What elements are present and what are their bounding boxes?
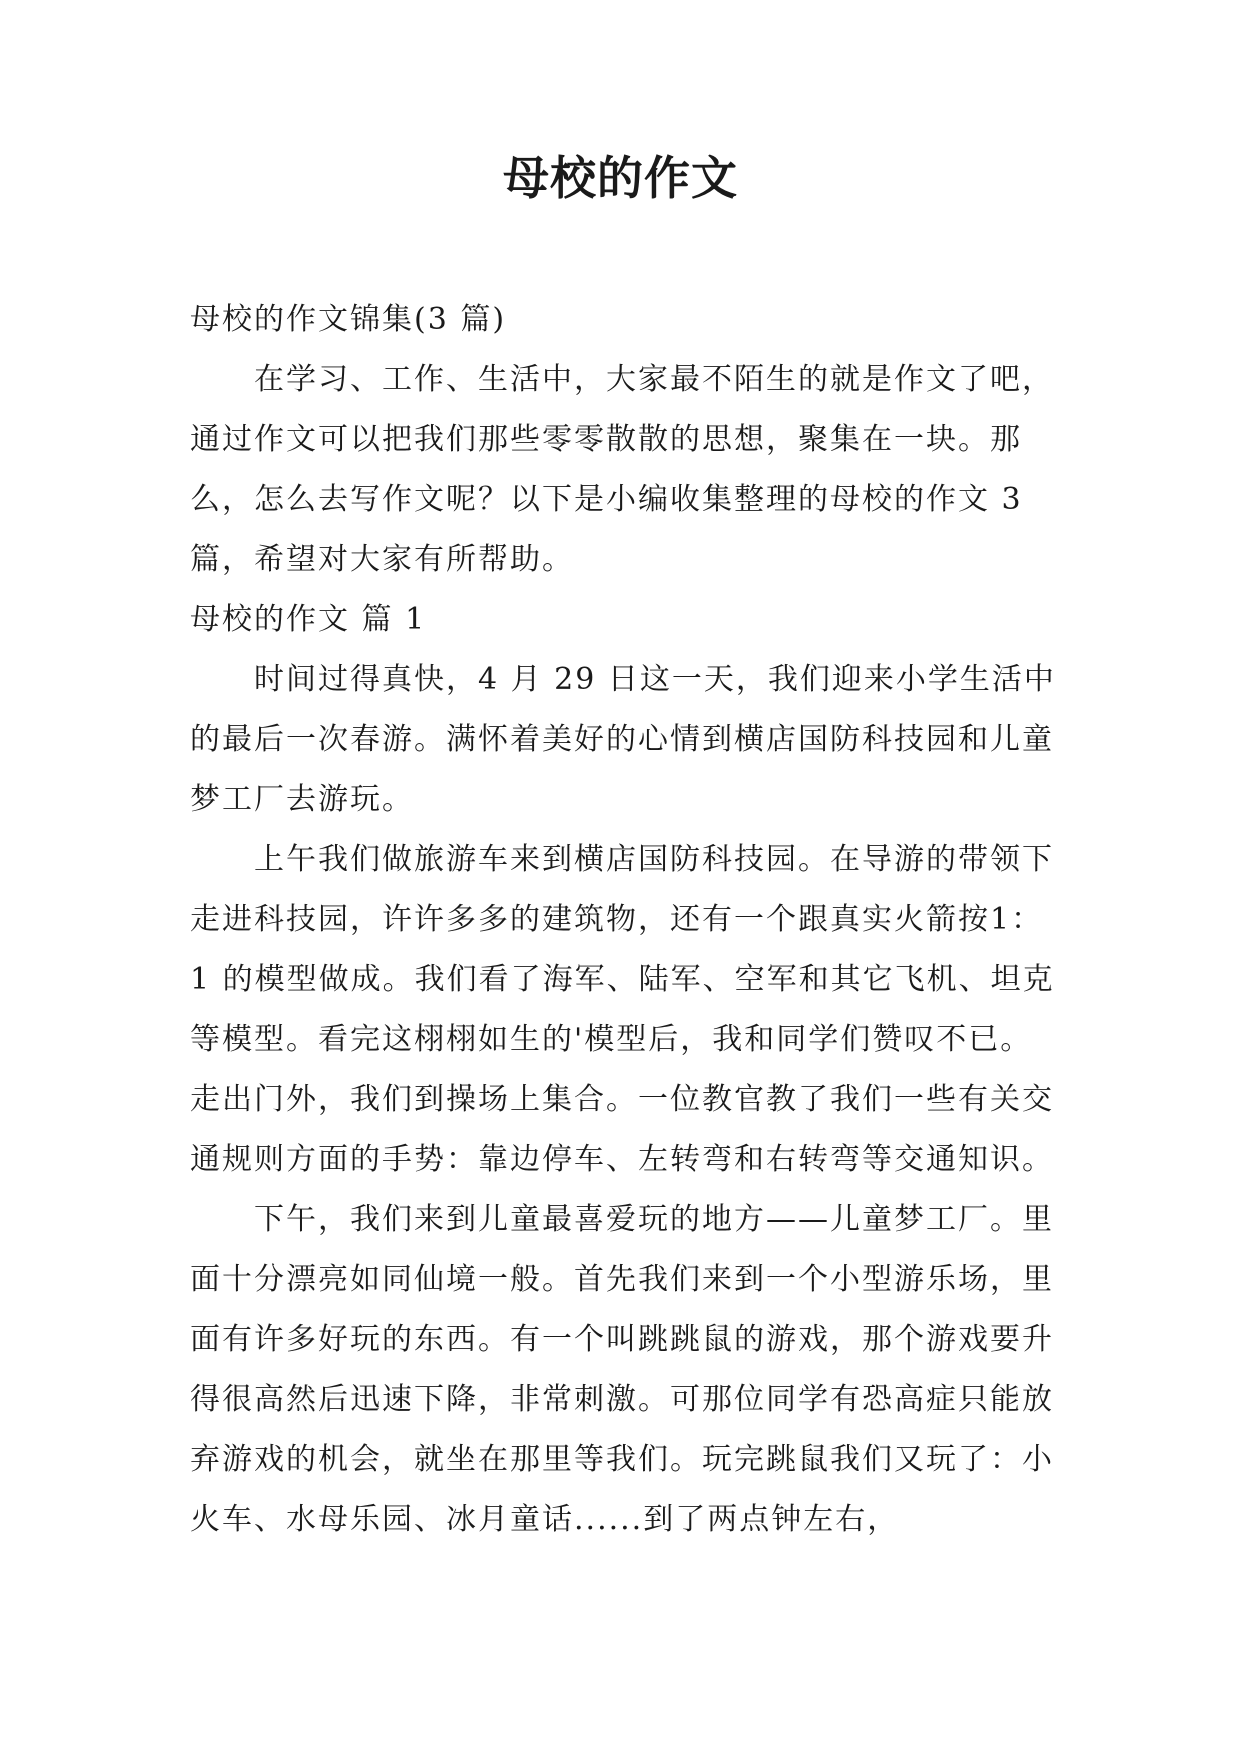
document-title: 母校的作文	[503, 151, 738, 205]
document-body	[190, 290, 1060, 1550]
collection-heading: 母校的作文锦集(3 篇)	[190, 302, 507, 337]
intro-paragraph: 在学习、工作、生活中，大家最不陌生的就是作文了吧，通过作文可以把我们那些零零散散的思想，聚集在一块。那么，怎么去写作文呢？以下是小编收集整理的母校的作文 3 篇，希望对大家有所帮助。	[190, 362, 1054, 577]
essay-1-paragraph-3: 下午，我们来到儿童最喜爱玩的地方——儿童梦工厂。里面十分漂亮如同仙境一般。首先我们来到一个小型游乐场，里面有许多好玩的东西。有一个叫跳跳鼠的游戏，那个游戏要升得很高然后迅速下降，非常刺激。可那位同学有恐高症只能放弃游戏的机会，就坐在那里等我们。玩完跳鼠我们又玩了：小火车、水母乐园、冰月童话......到了两点钟左右，	[190, 1202, 1054, 1537]
essay-1-heading: 母校的作文 篇 1	[190, 602, 427, 637]
essay-1-paragraph-1: 时间过得真快，4 月 29 日这一天，我们迎来小学生活中的最后一次春游。满怀着美好的心情到横店国防科技园和儿童梦工厂去游玩。	[190, 662, 1056, 817]
essay-1-paragraph-2: 上午我们做旅游车来到横店国防科技园。在导游的带领下走进科技园，许许多多的建筑物，还有一个跟真实火箭按1：1 的模型做成。我们看了海军、陆军、空军和其它飞机、坦克等模型。看完这栩栩如生的'模型后，我和同学们赞叹不已。走出门外，我们到操场上集合。一位教官教了我们一些有关交通规则方面的手势：靠边停车、左转弯和右转弯等交通知识。	[190, 842, 1055, 1177]
